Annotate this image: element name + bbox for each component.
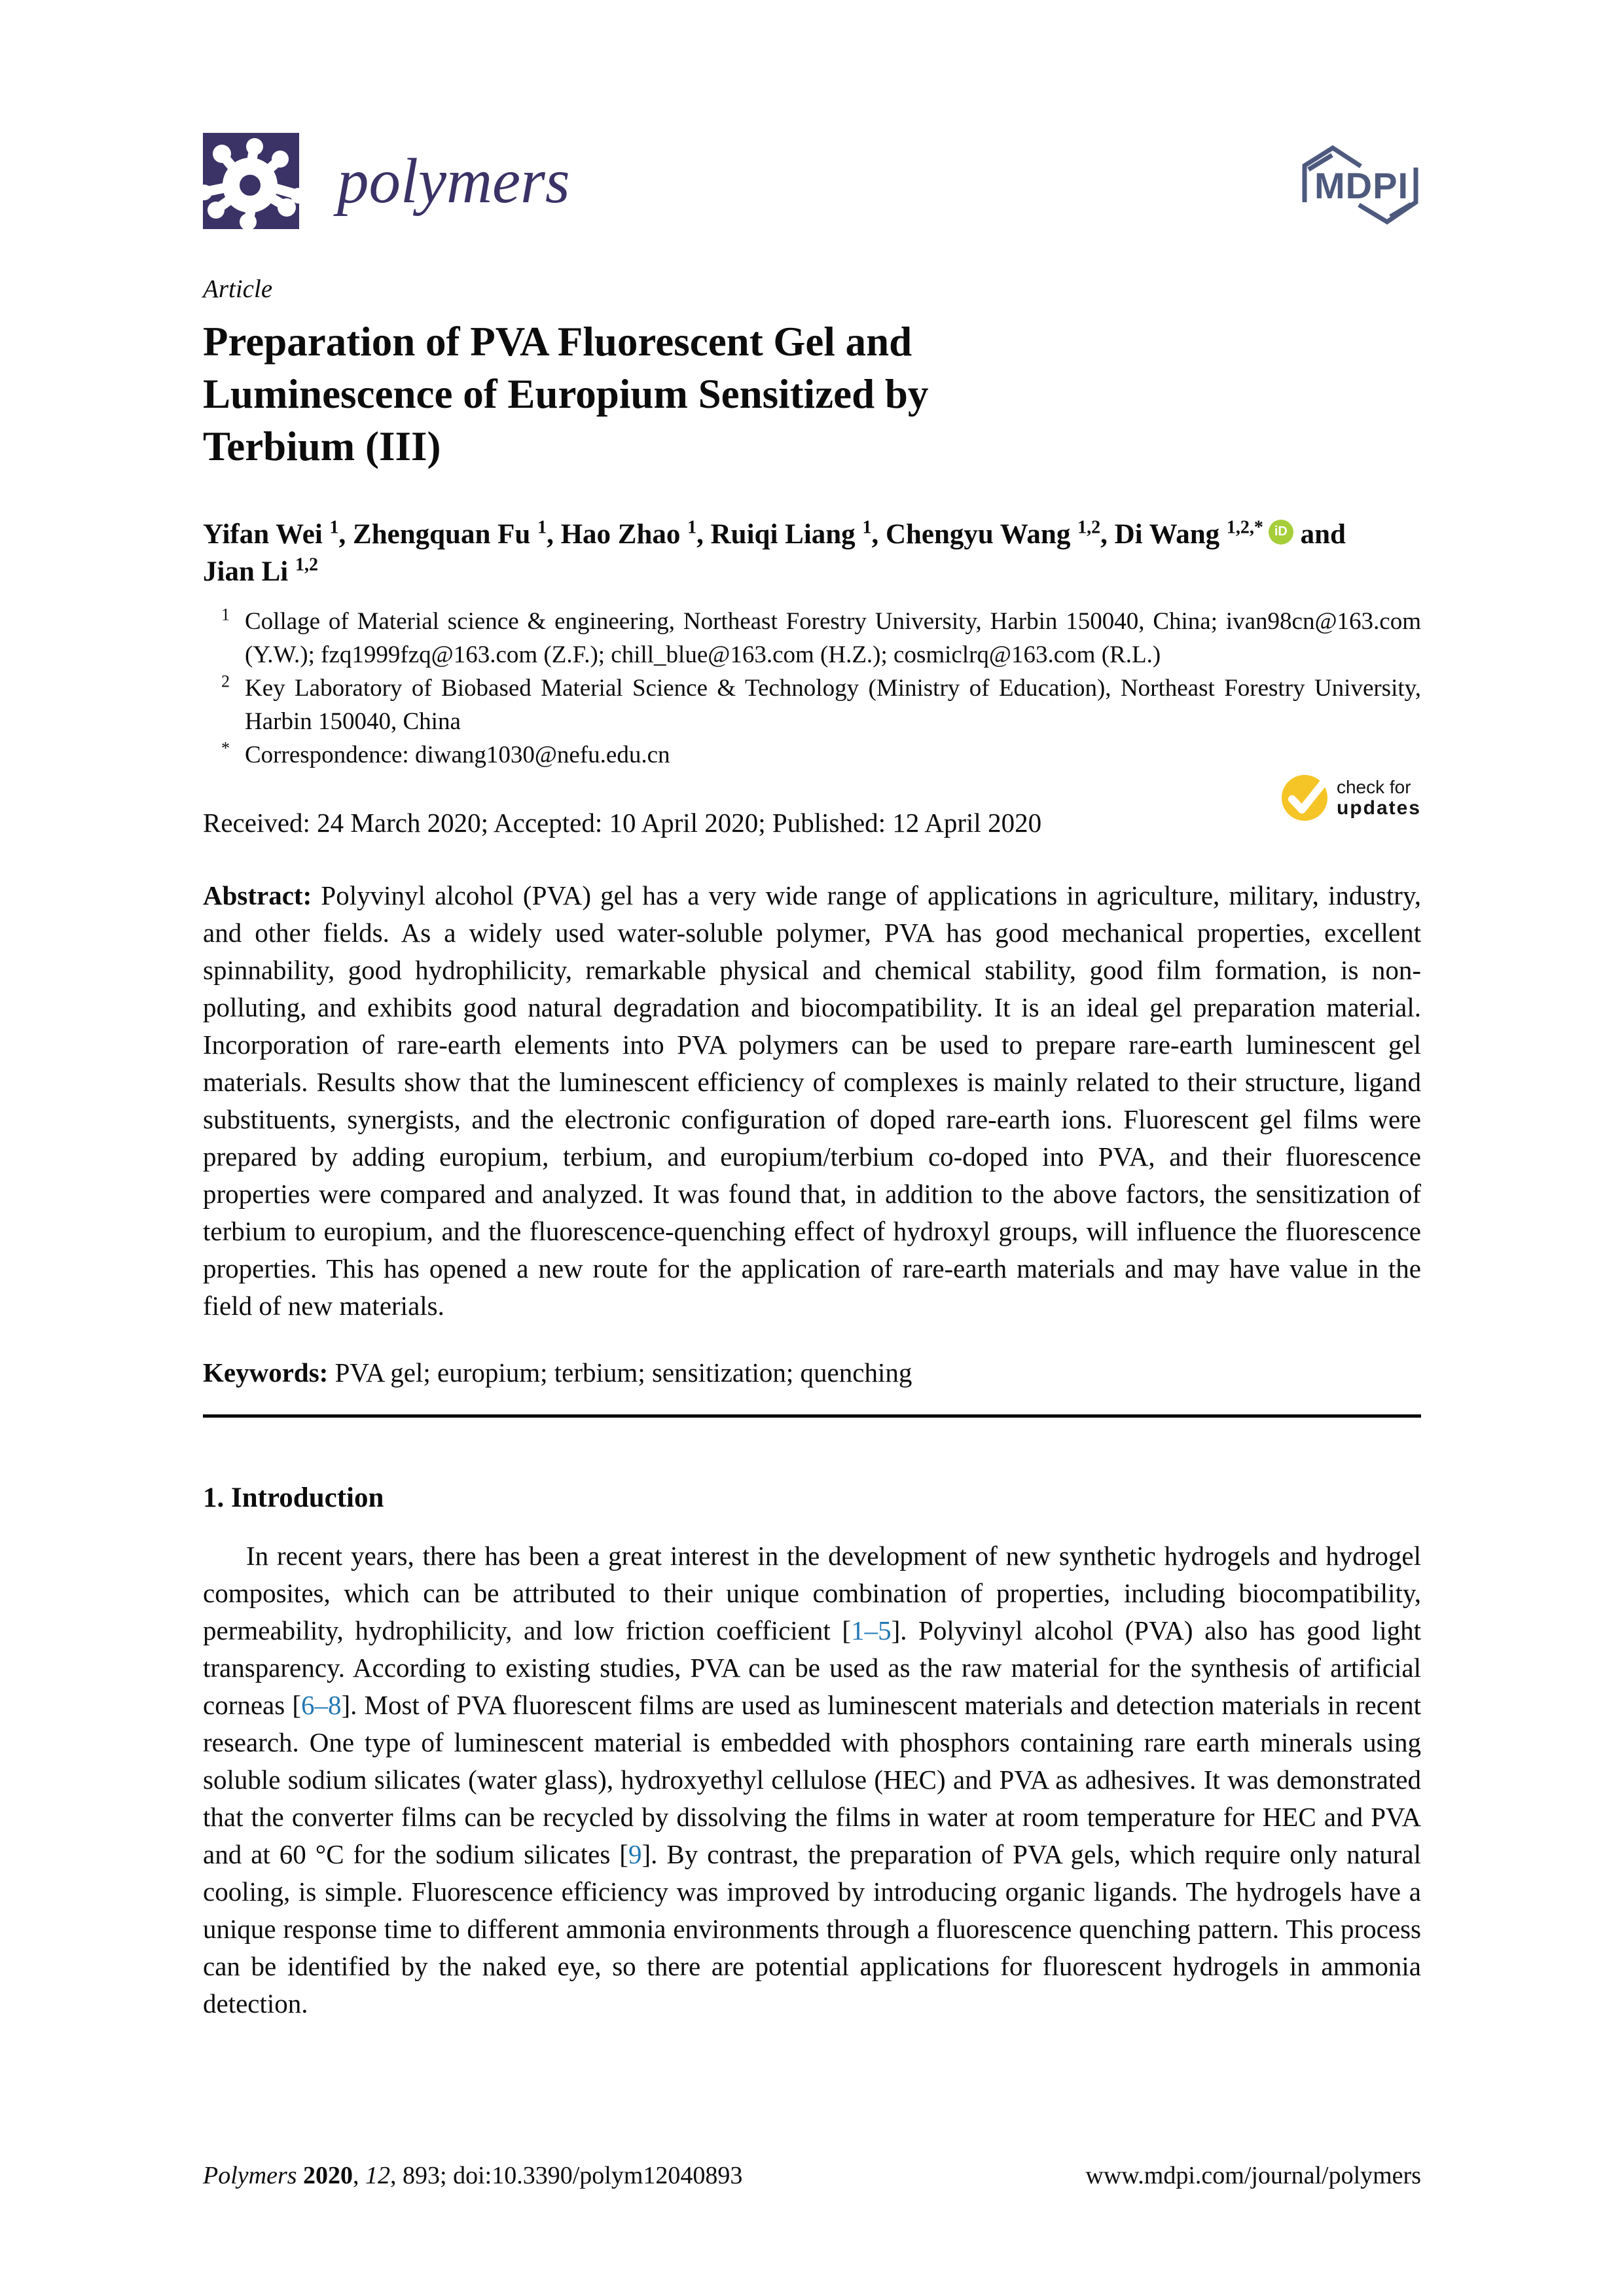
section-divider (203, 1414, 1421, 1418)
dates-text: Received: 24 March 2020; Accepted: 10 April 2020; Published: 12 April 2020 (203, 808, 1042, 838)
page-header (203, 133, 1421, 229)
text-segment: ]. Most of PVA fluorescent films are used as luminescent materials and detection materials in recent research. One type of luminescent material is embedded with phosphors containing rare earth minerals using soluble sodium silicates (water glass), hydroxyethyl cellulose (HEC) and PVA as adhesives. It was demonstrated that the converter films can be recycled by dissolving the films in water at room temperature for HEC and PVA and at 60 °C for the sodium silicates [ (203, 1690, 1422, 1869)
abstract-text: Polyvinyl alcohol (PVA) gel has a very wide range of applications in agriculture, military, industry, and other fields. As a widely used water-soluble polymer, PVA has good mechanical properties, excellent spinnability, good hydrophilicity, remarkable physical and chemical stability, good film formation, is non-polluting, and exhibits good natural degradation and biocompatibility. It is an ideal gel preparation material. Incorporation of rare-earth elements into PVA polymers can be used to prepare rare-earth luminescent gel materials. Results show that the luminescent efficiency of complexes is mainly related to their structure, ligand substituents, synergists, and the electronic configuration of doped rare-earth ions. Fluorescent gel films were prepared by adding europium, terbium, and europium/terbium co-doped into PVA, and their fluorescence properties were compared and analyzed. It was found that, in addition to the above factors, the sensitization of terbium to europium, and the fluorescence-quenching effect of hydroxyl groups, will influence the fluorescence properties. This has opened a new route for the application of rare-earth materials and may have value in the field of new materials. (203, 880, 1422, 1321)
section-heading-introduction: 1. Introduction (203, 1482, 384, 1513)
badge-text (1337, 778, 1421, 819)
dates-row (203, 777, 1421, 838)
footer-volume: 12 (365, 2162, 391, 2189)
orcid-icon[interactable]: iD (1269, 520, 1293, 545)
keywords (203, 1354, 1421, 1391)
check-for-updates-badge[interactable] (1282, 775, 1421, 822)
affiliation-row (203, 605, 1421, 672)
check-circle-icon (1282, 775, 1329, 822)
text-segment: , Zhengquan Fu (338, 519, 538, 550)
text-segment: and (1293, 519, 1346, 550)
superscript: 1,2 (295, 554, 318, 575)
citation-link[interactable]: 1–5 (851, 1615, 892, 1645)
correspondence-text: Correspondence: diwang1030@nefu.edu.cn (245, 742, 670, 768)
text-segment: , Ruiqi Liang (696, 519, 863, 550)
affiliation-marker-sup: 2 (221, 672, 230, 691)
citation-link[interactable]: 6–8 (300, 1690, 342, 1720)
keywords-label: Keywords: (203, 1357, 329, 1388)
superscript: 1,2,* (1226, 517, 1263, 538)
abstract-label: Abstract: (203, 880, 312, 910)
footer-journal-name: Polymers (203, 2162, 297, 2189)
footer-sep (297, 2162, 304, 2189)
abstract (203, 877, 1421, 1325)
superscript: 1 (537, 517, 547, 538)
article-type-label: Article (203, 275, 273, 303)
text-segment: In recent years, there has been a great interest in the development of new synthetic hydrogels and hydrogel composites, which can be attributed to their unique combination of properties, including biocompatibility, permeability, hydrophilicity, and low friction coefficient [ (203, 1541, 1421, 1645)
footer-citation (203, 2161, 742, 2190)
superscript: 1 (329, 517, 339, 538)
polymer-molecule-icon (203, 133, 299, 229)
introduction-paragraph (203, 1537, 1421, 2022)
title-line: Luminescence of Europium Sensitized by (203, 371, 929, 417)
page-title (203, 315, 1421, 473)
text-segment: , Hao Zhao (547, 519, 688, 550)
superscript: 1,2 (1077, 517, 1101, 538)
footer-sep: , (353, 2162, 366, 2189)
footer-year: 2020 (303, 2162, 353, 2189)
affiliations (203, 605, 1421, 772)
correspondence-marker (203, 738, 245, 772)
author-list (203, 516, 1421, 590)
affiliation-text: Collage of Material science & engineering, Northeast Forestry University, Harbin 150040, China; ivan98cn@163.com (Y.W.); fzq1999fzq@163.com (Z.F.); chill_blue@163.com (H.Z.); cosmiclrq@163.com (R.L.) (245, 608, 1421, 668)
text-segment: ]. By contrast, the preparation of PVA gels, which require only natural cooling, is simple. Fluorescence efficiency was improved by introducing organic ligands. The hydrogels have a unique response time to different ammonia environments through a fluorescence quenching pattern. This process can be identified by the naked eye, so there are potential applications for fluorescent hydrogels in ammonia detection. (203, 1839, 1421, 2018)
affiliation-marker-sup: 1 (221, 605, 230, 624)
affiliation-marker (203, 605, 245, 672)
title-line: Terbium (III) (203, 423, 441, 469)
footer-doi: , 893; doi:10.3390/polym12040893 (390, 2162, 743, 2189)
correspondence-marker-sup: * (221, 738, 230, 758)
footer-journal-url[interactable]: www.mdpi.com/journal/polymers (1085, 2162, 1421, 2189)
mdpi-logo (1297, 145, 1421, 230)
keywords-text: PVA gel; europium; terbium; sensitization; quenching (334, 1357, 912, 1388)
text-segment: Yifan Wei (203, 519, 330, 550)
badge-text-line2: updates (1336, 797, 1421, 819)
journal-wordmark: polymers (337, 146, 570, 216)
text-segment: Jian Li (203, 556, 295, 587)
superscript: 1 (862, 517, 872, 538)
polymers-journal-logo (203, 133, 570, 229)
affiliation-text: Key Laboratory of Biobased Material Science & Technology (Ministry of Education), Northeast Forestry University, Harbin 150040, China (245, 675, 1421, 735)
mdpi-wordmark: MDPI (1314, 165, 1409, 206)
badge-text-line1: check for (1336, 777, 1411, 797)
page-footer (203, 2161, 1421, 2190)
citation-link[interactable]: 9 (628, 1839, 642, 1869)
text-segment: , Chengyu Wang (871, 519, 1078, 550)
text-segment: ]. Polyvinyl alcohol (PVA) also has good light transparency. According to existing studies, PVA can be used as the raw material for the synthesis of artificial corneas [ (203, 1615, 1421, 1720)
title-line: Preparation of PVA Fluorescent Gel and (203, 319, 912, 365)
text-segment: , Di Wang (1100, 519, 1227, 550)
affiliation-marker (203, 672, 245, 738)
page-content (203, 0, 1421, 2022)
affiliation-row (203, 672, 1421, 738)
affiliation-row (203, 738, 1421, 772)
superscript: 1 (687, 517, 697, 538)
